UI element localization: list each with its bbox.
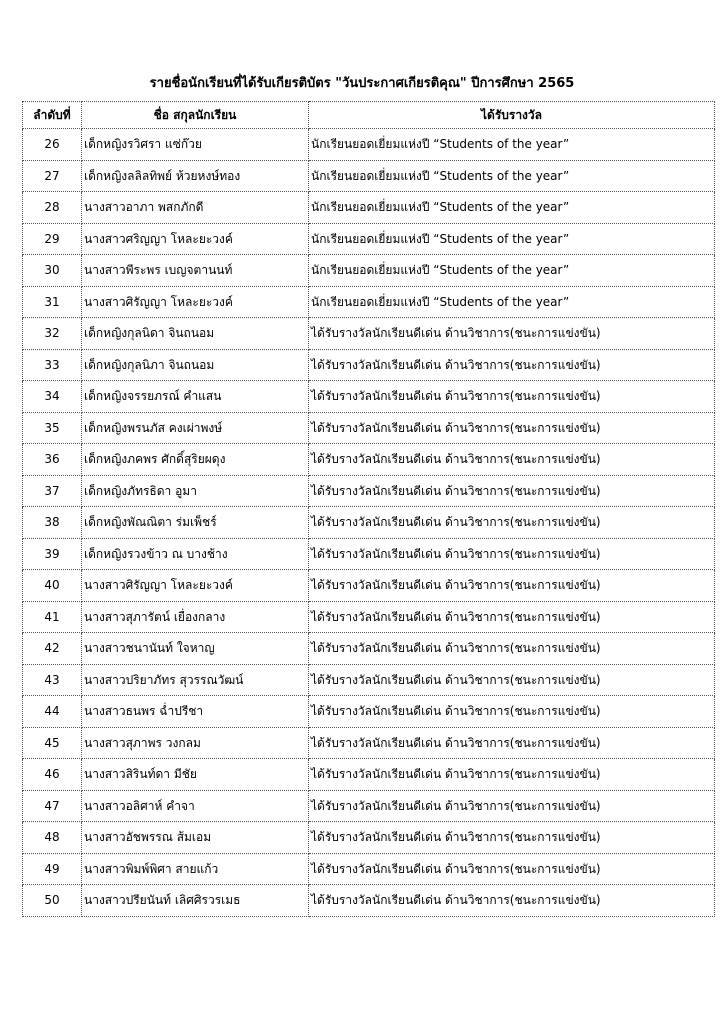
table-row <box>23 853 715 885</box>
table-row <box>23 318 715 350</box>
table-row <box>23 444 715 476</box>
cell-award: ได้รับรางวัลนักเรียนดีเด่น ด้านวิชาการ(ชนะการแข่งขัน) <box>309 538 715 570</box>
award-table <box>22 101 715 917</box>
cell-name: นางสาวพีระพร เบญจตานนท์ <box>82 255 309 287</box>
cell-award: นักเรียนยอดเยี่ยมแห่งปี “Students of the year” <box>309 223 715 255</box>
cell-name: นางสาวอาภา พสกภักดี <box>82 192 309 224</box>
cell-name: เด็กหญิงรวิศรา แซ่ก๊วย <box>82 129 309 161</box>
cell-no: 27 <box>23 160 82 192</box>
cell-award: นักเรียนยอดเยี่ยมแห่งปี “Students of the year” <box>309 129 715 161</box>
cell-name: นางสาวปริยาภัทร สุวรรณวัฒน์ <box>82 664 309 696</box>
table-row <box>23 633 715 665</box>
cell-name: เด็กหญิงพรนภัส คงเผ่าพงษ์ <box>82 412 309 444</box>
cell-award: ได้รับรางวัลนักเรียนดีเด่น ด้านวิชาการ(ชนะการแข่งขัน) <box>309 601 715 633</box>
table-row <box>23 381 715 413</box>
cell-name: เด็กหญิงลลิลทิพย์ ห้วยหงษ์ทอง <box>82 160 309 192</box>
cell-name: นางสาวธนพร ฉ่ำปรีชา <box>82 696 309 728</box>
cell-no: 26 <box>23 129 82 161</box>
cell-no: 30 <box>23 255 82 287</box>
cell-award: นักเรียนยอดเยี่ยมแห่งปี “Students of the year” <box>309 192 715 224</box>
cell-name: นางสาวอลิศาห์ คำจา <box>82 790 309 822</box>
cell-award: ได้รับรางวัลนักเรียนดีเด่น ด้านวิชาการ(ชนะการแข่งขัน) <box>309 381 715 413</box>
cell-name: เด็กหญิงจรรยภรณ์ คำแสน <box>82 381 309 413</box>
cell-no: 42 <box>23 633 82 665</box>
table-row <box>23 885 715 917</box>
cell-award: ได้รับรางวัลนักเรียนดีเด่น ด้านวิชาการ(ชนะการแข่งขัน) <box>309 885 715 917</box>
cell-name: นางสาวอัชพรรณ ส้มเอม <box>82 822 309 854</box>
cell-no: 28 <box>23 192 82 224</box>
cell-name: นางสาวชนานันท์ ใจหาญ <box>82 633 309 665</box>
cell-award: ได้รับรางวัลนักเรียนดีเด่น ด้านวิชาการ(ชนะการแข่งขัน) <box>309 633 715 665</box>
cell-award: ได้รับรางวัลนักเรียนดีเด่น ด้านวิชาการ(ชนะการแข่งขัน) <box>309 696 715 728</box>
table-row <box>23 727 715 759</box>
table-body <box>23 129 715 917</box>
cell-no: 35 <box>23 412 82 444</box>
cell-award: นักเรียนยอดเยี่ยมแห่งปี “Students of the year” <box>309 160 715 192</box>
table-row <box>23 696 715 728</box>
table-row <box>23 475 715 507</box>
table-row <box>23 223 715 255</box>
cell-no: 44 <box>23 696 82 728</box>
table-row <box>23 160 715 192</box>
cell-no: 29 <box>23 223 82 255</box>
cell-name: นางสาวปรียนันท์ เลิศศิรวรเมธ <box>82 885 309 917</box>
cell-award: ได้รับรางวัลนักเรียนดีเด่น ด้านวิชาการ(ชนะการแข่งขัน) <box>309 412 715 444</box>
cell-no: 48 <box>23 822 82 854</box>
cell-name: นางสาวศิรัญญา โหละยะวงค์ <box>82 286 309 318</box>
cell-award: ได้รับรางวัลนักเรียนดีเด่น ด้านวิชาการ(ชนะการแข่งขัน) <box>309 507 715 539</box>
cell-award: ได้รับรางวัลนักเรียนดีเด่น ด้านวิชาการ(ชนะการแข่งขัน) <box>309 349 715 381</box>
cell-no: 38 <box>23 507 82 539</box>
cell-name: เด็กหญิงกุลนิดา จินถนอม <box>82 318 309 350</box>
table-row <box>23 601 715 633</box>
cell-no: 31 <box>23 286 82 318</box>
table-header-row <box>23 102 715 129</box>
cell-award: ได้รับรางวัลนักเรียนดีเด่น ด้านวิชาการ(ชนะการแข่งขัน) <box>309 853 715 885</box>
cell-no: 50 <box>23 885 82 917</box>
table-row <box>23 507 715 539</box>
cell-award: ได้รับรางวัลนักเรียนดีเด่น ด้านวิชาการ(ชนะการแข่งขัน) <box>309 727 715 759</box>
cell-award: ได้รับรางวัลนักเรียนดีเด่น ด้านวิชาการ(ชนะการแข่งขัน) <box>309 444 715 476</box>
cell-name: นางสาวศิรัญญา โหละยะวงค์ <box>82 570 309 602</box>
cell-no: 40 <box>23 570 82 602</box>
cell-award: นักเรียนยอดเยี่ยมแห่งปี “Students of the year” <box>309 286 715 318</box>
table-row <box>23 192 715 224</box>
cell-no: 49 <box>23 853 82 885</box>
cell-name: เด็กหญิงรวงข้าว ณ บางช้าง <box>82 538 309 570</box>
cell-award: ได้รับรางวัลนักเรียนดีเด่น ด้านวิชาการ(ชนะการแข่งขัน) <box>309 570 715 602</box>
table-row <box>23 570 715 602</box>
table-row <box>23 286 715 318</box>
cell-no: 39 <box>23 538 82 570</box>
cell-no: 34 <box>23 381 82 413</box>
document-title: รายชื่อนักเรียนที่ได้รับเกียรติบัตร "วันประกาศเกียรติคุณ" ปีการศึกษา 2565 <box>149 76 575 91</box>
table-row <box>23 664 715 696</box>
table-row <box>23 349 715 381</box>
table-row <box>23 759 715 791</box>
cell-award: ได้รับรางวัลนักเรียนดีเด่น ด้านวิชาการ(ชนะการแข่งขัน) <box>309 475 715 507</box>
cell-no: 36 <box>23 444 82 476</box>
cell-name: นางสาวสุภาพร วงกลม <box>82 727 309 759</box>
cell-name: เด็กหญิงพัณณิตา ร่มเพ็ชร์ <box>82 507 309 539</box>
cell-name: เด็กหญิงภคพร ศักดิ์สุริยผดุง <box>82 444 309 476</box>
cell-no: 47 <box>23 790 82 822</box>
table-row <box>23 822 715 854</box>
cell-name: นางสาวศริญญา โหละยะวงค์ <box>82 223 309 255</box>
cell-no: 32 <box>23 318 82 350</box>
cell-no: 43 <box>23 664 82 696</box>
cell-award: ได้รับรางวัลนักเรียนดีเด่น ด้านวิชาการ(ชนะการแข่งขัน) <box>309 822 715 854</box>
table-row <box>23 790 715 822</box>
header-name: ชื่อ สกุลนักเรียน <box>82 102 309 129</box>
table-row <box>23 129 715 161</box>
cell-award: ได้รับรางวัลนักเรียนดีเด่น ด้านวิชาการ(ชนะการแข่งขัน) <box>309 318 715 350</box>
table-row <box>23 412 715 444</box>
table-row <box>23 538 715 570</box>
cell-name: นางสาวสุภารัตน์ เยื่องกลาง <box>82 601 309 633</box>
cell-award: ได้รับรางวัลนักเรียนดีเด่น ด้านวิชาการ(ชนะการแข่งขัน) <box>309 759 715 791</box>
header-award: ได้รับรางวัล <box>309 102 715 129</box>
cell-award: นักเรียนยอดเยี่ยมแห่งปี “Students of the year” <box>309 255 715 287</box>
header-no: ลำดับที่ <box>23 102 82 129</box>
cell-award: ได้รับรางวัลนักเรียนดีเด่น ด้านวิชาการ(ชนะการแข่งขัน) <box>309 664 715 696</box>
cell-no: 41 <box>23 601 82 633</box>
cell-name: นางสาวสิรินท์ดา มีชัย <box>82 759 309 791</box>
cell-no: 37 <box>23 475 82 507</box>
cell-no: 46 <box>23 759 82 791</box>
cell-name: เด็กหญิงกุลนิภา จินถนอม <box>82 349 309 381</box>
cell-no: 45 <box>23 727 82 759</box>
cell-no: 33 <box>23 349 82 381</box>
table-row <box>23 255 715 287</box>
cell-award: ได้รับรางวัลนักเรียนดีเด่น ด้านวิชาการ(ชนะการแข่งขัน) <box>309 790 715 822</box>
cell-name: เด็กหญิงภัทรธิดา อูมา <box>82 475 309 507</box>
cell-name: นางสาวพิมพ์พิศา สายแก้ว <box>82 853 309 885</box>
